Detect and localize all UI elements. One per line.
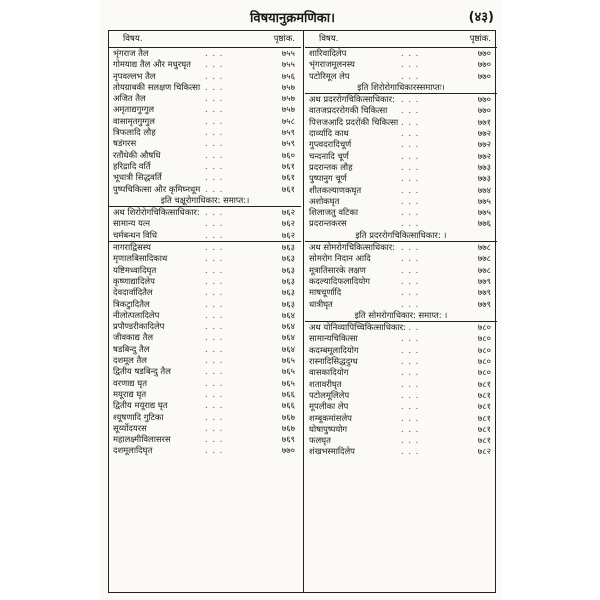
- index-table: [108, 30, 496, 593]
- entry-title: गुप्त्वदरादिचूर्ण: [309, 139, 352, 150]
- left-column-header: [109, 31, 301, 48]
- entry-title: हरिद्रादि वर्ति: [113, 160, 151, 171]
- entry-title: अथ योनिव्यापिच्चिकित्साधिकार:: [309, 322, 406, 333]
- entry-page: ७८०: [477, 333, 491, 344]
- leader-dots: . . .: [401, 161, 420, 172]
- entry-title: देवदार्वादितैल: [113, 287, 153, 298]
- entry-title: नागराद्विसस्य: [113, 242, 151, 253]
- subject-heading: विषय.: [123, 34, 143, 44]
- leader-dots: . . .: [401, 48, 420, 58]
- entry-title: कदम्बमूलादियोग: [309, 344, 359, 355]
- index-entry: [305, 241, 497, 253]
- entry-title: कदल्यादिफलादियोग: [309, 275, 371, 286]
- index-entry: [305, 333, 497, 344]
- entry-page: ७७३: [477, 173, 491, 184]
- index-entry: [305, 390, 497, 401]
- leader-dots: . . .: [205, 264, 224, 275]
- index-entry: [305, 265, 497, 276]
- entry-page: ७५८: [281, 115, 295, 126]
- entry-title: वासकादियोग: [309, 367, 349, 378]
- index-entry: [109, 310, 301, 321]
- right-entries: [305, 48, 497, 458]
- entry-title: शिलाजतु वटिका: [309, 207, 359, 218]
- entry-page: ७६४: [281, 343, 295, 354]
- entry-title: माषचूर्णादि: [309, 287, 342, 298]
- index-entry: [109, 332, 301, 343]
- subject-heading: विषय.: [319, 34, 339, 44]
- entry-page: ७६०: [281, 149, 295, 160]
- entry-page: ७७८: [477, 242, 491, 253]
- left-column: [109, 31, 301, 592]
- entry-title: श्यूषणादि गुटिका: [113, 411, 164, 422]
- index-entry: [109, 48, 301, 59]
- entry-page: ७८१: [477, 378, 491, 389]
- index-entry: [109, 241, 301, 253]
- index-entry: [305, 299, 497, 310]
- leader-dots: . . .: [205, 127, 224, 138]
- section-end-note: [109, 195, 301, 206]
- entry-title: भृंगराजमूलनस्य: [309, 59, 355, 70]
- entry-title: चर्मबन्धन विधि: [113, 229, 158, 240]
- index-entry: [305, 356, 497, 367]
- entry-title: प्रदरान्तकरस: [309, 218, 347, 229]
- leader-dots: . . .: [401, 333, 420, 344]
- index-entry: [109, 116, 301, 127]
- column-divider: [303, 31, 304, 592]
- leader-dots: . . .: [401, 401, 420, 412]
- entry-page: ७८०: [477, 322, 491, 333]
- entry-title: सूर्य्योदयरस: [113, 422, 147, 433]
- index-entry: [305, 401, 497, 412]
- leader-dots: . . .: [401, 446, 420, 457]
- index-entry: [109, 389, 301, 400]
- entry-title: पटोरिमूल लेप: [309, 70, 350, 81]
- entry-title: अथ प्रदररोगचिकित्साधिकार:: [309, 94, 395, 105]
- entry-page: ७६५: [281, 355, 295, 366]
- entry-title: शंखभस्मादिलेप: [309, 446, 355, 457]
- leader-dots: . . .: [205, 172, 224, 183]
- left-entries: [109, 48, 301, 457]
- leader-dots: . . .: [205, 411, 224, 422]
- entry-title: पित्तजआदि प्रदरोंकी चिकित्सा: [309, 116, 399, 127]
- entry-title: शतावरीघृत: [309, 378, 342, 389]
- entry-page: ७७५: [477, 207, 491, 218]
- index-entry: [305, 139, 497, 150]
- entry-page: ७७२: [477, 150, 491, 161]
- right-column: [305, 31, 497, 592]
- leader-dots: . . .: [205, 160, 224, 171]
- entry-title: इति सोमरोगाधिकार: समाप्त: ।: [354, 309, 448, 320]
- entry-page: ७७०: [477, 105, 491, 116]
- index-entry: [109, 82, 301, 93]
- index-entry: [305, 218, 497, 229]
- leader-dots: . . .: [401, 356, 420, 367]
- entry-title: घोषापुष्पयोग: [309, 423, 348, 434]
- leader-dots: . . .: [205, 309, 224, 320]
- index-entry: [109, 59, 301, 70]
- index-entry: [305, 196, 497, 207]
- entry-page: ७६६: [281, 388, 295, 399]
- entry-page: ७५६: [281, 70, 295, 81]
- leader-dots: . . .: [205, 138, 224, 149]
- entry-page: ७६९: [281, 434, 295, 445]
- index-entry: [109, 230, 301, 241]
- entry-title: शारिवादिलेप: [309, 48, 347, 58]
- entry-title: नीलोत्पलादिलेप: [113, 309, 160, 320]
- index-entry: [109, 412, 301, 423]
- entry-title: प्रदरान्तक लौह: [309, 161, 353, 172]
- entry-title: मूपलीका लेप: [309, 401, 349, 412]
- index-entry: [109, 276, 301, 287]
- entry-page: ७७२: [477, 139, 491, 150]
- entry-title: द्वितीय षडबिन्दु तैल: [113, 366, 171, 377]
- leader-dots: . . .: [401, 298, 420, 309]
- entry-page: ७७४: [477, 184, 491, 195]
- entry-title: फलघृत: [309, 435, 331, 446]
- entry-page: ७६४: [281, 321, 295, 332]
- entry-page: ७८१: [477, 389, 491, 400]
- entry-page: ७८०: [477, 356, 491, 367]
- book-page: [100, 0, 502, 600]
- index-entry: [305, 105, 497, 116]
- entry-page: ७७८: [477, 264, 491, 275]
- leader-dots: . . .: [205, 366, 224, 377]
- index-entry: [305, 413, 497, 424]
- leader-dots: . . .: [205, 275, 224, 286]
- leader-dots: . . .: [205, 445, 224, 456]
- index-entry: [109, 218, 301, 229]
- entry-page: ७६५: [281, 366, 295, 377]
- leader-dots: . . .: [205, 343, 224, 354]
- leader-dots: . . .: [205, 93, 224, 104]
- entry-title: इति चक्षूरोगाधिकार: समाप्त:।: [160, 194, 250, 205]
- entry-title: शम्बूकमांसलेप: [309, 412, 352, 423]
- entry-page: ७७०: [281, 445, 295, 456]
- index-entry: [305, 162, 497, 173]
- leader-dots: . . .: [205, 70, 224, 81]
- section-end-note: [305, 82, 497, 93]
- leader-dots: . . .: [205, 149, 224, 160]
- entry-title: द्वितीय मयूराद्य घृत: [113, 400, 168, 411]
- index-entry: [305, 71, 497, 82]
- leader-dots: . . .: [401, 94, 420, 105]
- index-entry: [109, 378, 301, 389]
- entry-title: सामान्य यत्न: [113, 218, 151, 229]
- entry-page: ७८०: [477, 344, 491, 355]
- index-entry: [109, 321, 301, 332]
- leader-dots: . . .: [401, 435, 420, 446]
- right-column-header: [305, 31, 497, 48]
- leader-dots: . . .: [401, 139, 420, 150]
- leader-dots: . . .: [205, 218, 224, 229]
- entry-title: अथ शिरोरोगचिकित्साधिकार:: [113, 207, 200, 218]
- leader-dots: . . .: [401, 275, 420, 286]
- entry-page: ७७९: [477, 298, 491, 309]
- entry-page: ७७१: [477, 116, 491, 127]
- page-title: विषयानुक्रमणिका।: [250, 11, 336, 26]
- leader-dots: . . .: [401, 105, 420, 116]
- leader-dots: . . .: [205, 115, 224, 126]
- entry-page: ७६१: [281, 172, 295, 183]
- entry-page: ७७०: [477, 48, 491, 58]
- index-entry: [305, 287, 497, 298]
- entry-title: वरणाद्य घृत: [113, 377, 147, 388]
- entry-page: ७७३: [477, 161, 491, 172]
- index-entry: [305, 128, 497, 139]
- leader-dots: . . .: [205, 332, 224, 343]
- index-entry: [109, 206, 301, 218]
- leader-dots: . . .: [401, 150, 420, 161]
- entry-page: ७७०: [477, 59, 491, 70]
- entry-title: सामान्यचिकित्सा: [309, 333, 358, 344]
- entry-page: ७८१: [477, 423, 491, 434]
- entry-title: दार्व्यादि काथ: [309, 128, 349, 139]
- entry-page: ७८१: [477, 435, 491, 446]
- leader-dots: . . .: [205, 422, 224, 433]
- page-number: (४३): [468, 10, 494, 25]
- page-heading: पृष्ठांक.: [273, 34, 295, 44]
- entry-title: सोमरोग निदान आदि: [309, 253, 371, 264]
- leader-dots: . . .: [401, 70, 420, 81]
- index-entry: [109, 150, 301, 161]
- entry-title: कृष्णाद्यादिलेप: [113, 275, 155, 286]
- entry-title: यष्टिमध्वादिघृत: [113, 264, 157, 275]
- index-entry: [109, 355, 301, 366]
- entry-title: इति शिरोरोगाधिकारस्समाप्तः।: [357, 81, 445, 92]
- entry-page: ७६७: [281, 422, 295, 433]
- entry-page: ७५५: [281, 48, 295, 58]
- entry-page: ७६३: [281, 264, 295, 275]
- index-entry: [109, 445, 301, 456]
- page-heading: पृष्ठांक.: [469, 34, 491, 44]
- entry-page: ७८०: [477, 367, 491, 378]
- entry-page: ७७०: [477, 70, 491, 81]
- entry-title: चन्दनादि चूर्ण: [309, 150, 349, 161]
- leader-dots: . . .: [205, 242, 224, 253]
- entry-title: वासामृतगुग्गुल: [113, 115, 155, 126]
- entry-page: ७७६: [477, 218, 491, 229]
- leader-dots: . . .: [205, 48, 224, 58]
- index-entry: [305, 367, 497, 378]
- entry-title: नृपवल्लभ तैल: [113, 70, 156, 81]
- entry-title: प्रपौण्डरीकादिलेप: [113, 321, 165, 332]
- index-entry: [109, 265, 301, 276]
- entry-title: गोमयाद्य तैल और मधुरघृत: [113, 59, 191, 70]
- entry-title: पुष्पानुग चूर्ण: [309, 173, 347, 184]
- leader-dots: . . .: [205, 104, 224, 115]
- entry-page: ७५९: [281, 127, 295, 138]
- leader-dots: . . .: [205, 207, 224, 218]
- leader-dots: . . .: [205, 298, 224, 309]
- leader-dots: . . .: [401, 423, 420, 434]
- leader-dots: . . .: [401, 207, 420, 218]
- leader-dots: . . .: [401, 344, 420, 355]
- entry-page: ७६३: [281, 298, 295, 309]
- leader-dots: . . .: [401, 378, 420, 389]
- entry-page: ७६३: [281, 253, 295, 264]
- index-entry: [305, 117, 497, 128]
- entry-page: ७६६: [281, 400, 295, 411]
- entry-page: ७६२: [281, 218, 295, 229]
- index-entry: [305, 173, 497, 184]
- leader-dots: . . .: [401, 184, 420, 195]
- leader-dots: . . .: [401, 264, 420, 275]
- leader-dots: . . .: [401, 287, 420, 298]
- leader-dots: . . .: [401, 367, 420, 378]
- leader-dots: . . .: [401, 242, 420, 253]
- entry-title: अमृताद्यगुग्गुल: [113, 104, 155, 115]
- index-entry: [109, 71, 301, 82]
- entry-page: ७६१: [281, 160, 295, 171]
- index-entry: [305, 379, 497, 390]
- entry-page: ७५५: [281, 59, 295, 70]
- entry-page: ७६२: [281, 229, 295, 240]
- entry-title: अजित तैल: [113, 93, 146, 104]
- entry-title: वातजप्रदररोगकी चिकित्सा: [309, 105, 388, 116]
- index-entry: [305, 207, 497, 218]
- entry-page: ७५९: [281, 138, 295, 149]
- entry-title: पटोलमूलिलेप: [309, 389, 350, 400]
- leader-dots: . . .: [401, 128, 420, 139]
- entry-title: जीवकाद्य तैल: [113, 332, 154, 343]
- leader-dots: . . .: [205, 183, 224, 194]
- index-entry: [109, 127, 301, 138]
- leader-dots: . . .: [205, 287, 224, 298]
- entry-title: अथ सोमरोगचिकित्साधिकार:: [309, 242, 396, 253]
- entry-page: ७६२: [281, 207, 295, 218]
- leader-dots: . . .: [401, 322, 420, 333]
- entry-title: भूधात्री सिद्धवर्ति: [113, 172, 162, 183]
- index-entry: [109, 423, 301, 434]
- leader-dots: . . .: [401, 412, 420, 423]
- leader-dots: . . .: [401, 389, 420, 400]
- index-entry: [305, 424, 497, 435]
- index-entry: [109, 366, 301, 377]
- index-entry: [109, 400, 301, 411]
- index-entry: [109, 184, 301, 195]
- leader-dots: . . .: [205, 400, 224, 411]
- leader-dots: . . .: [205, 377, 224, 388]
- entry-title: पुष्पचिकित्सा और कृमिघ्नधूम: [113, 183, 201, 194]
- entry-page: ७५७: [281, 93, 295, 104]
- leader-dots: . . .: [205, 355, 224, 366]
- entry-page: ७७०: [477, 94, 491, 105]
- entry-title: रास्नादिसिद्धदुग्ध: [309, 356, 358, 367]
- entry-page: ७८१: [477, 412, 491, 423]
- entry-title: त्रिकटुादितैल: [113, 298, 150, 309]
- entry-page: ७७८: [477, 253, 491, 264]
- entry-title: मूत्रातिसारके लक्षण: [309, 264, 366, 275]
- entry-title: इति प्रदररोगचिकित्साधिकार: ।: [355, 229, 447, 240]
- entry-page: ७६५: [281, 377, 295, 388]
- index-entry: [305, 59, 497, 70]
- entry-title: मयूराद्य घृत: [113, 388, 147, 399]
- index-entry: [305, 48, 497, 59]
- index-entry: [109, 287, 301, 298]
- index-entry: [109, 93, 301, 104]
- index-entry: [109, 434, 301, 445]
- leader-dots: . . .: [205, 81, 224, 92]
- entry-page: ७६३: [281, 275, 295, 286]
- entry-page: ७८१: [477, 401, 491, 412]
- index-entry: [109, 104, 301, 115]
- entry-page: ७६३: [281, 287, 295, 298]
- leader-dots: . . .: [401, 173, 420, 184]
- leader-dots: . . .: [401, 218, 420, 229]
- entry-title: षडबिन्दु तैल: [113, 343, 150, 354]
- entry-page: ७६४: [281, 332, 295, 343]
- index-entry: [305, 276, 497, 287]
- entry-title: मृणालबिसादिकाथ: [113, 253, 168, 264]
- entry-title: दशमूलादिघृत: [113, 445, 153, 456]
- leader-dots: . . .: [401, 59, 420, 70]
- leader-dots: . . .: [205, 321, 224, 332]
- leader-dots: . . .: [205, 253, 224, 264]
- leader-dots: . . .: [205, 59, 224, 70]
- entry-page: ७६१: [281, 183, 295, 194]
- entry-page: ७५७: [281, 104, 295, 115]
- entry-title: शीतकल्याणकघृत: [309, 184, 362, 195]
- entry-title: तोयग्राबकी सलक्षण चिकित्सा: [113, 81, 201, 92]
- index-entry: [305, 93, 497, 105]
- index-entry: [109, 172, 301, 183]
- entry-title: षडंगरस: [113, 138, 137, 149]
- index-entry: [305, 446, 497, 457]
- entry-title: अशोकघृत: [309, 195, 340, 206]
- entry-page: ७७९: [477, 287, 491, 298]
- entry-title: महालक्ष्मीविलासरस: [113, 434, 171, 445]
- entry-title: रतौंधेकी औषधि: [113, 149, 161, 160]
- entry-page: ७६४: [281, 309, 295, 320]
- index-entry: [109, 299, 301, 310]
- leader-dots: . . .: [401, 195, 420, 206]
- entry-title: भृंगराज तैल: [113, 48, 149, 58]
- entry-page: ७७९: [477, 275, 491, 286]
- entry-title: दशमूल तैल: [113, 355, 147, 366]
- leader-dots: . . .: [205, 388, 224, 399]
- leader-dots: . . .: [401, 253, 420, 264]
- index-entry: [305, 253, 497, 264]
- entry-page: ७६७: [281, 411, 295, 422]
- index-entry: [305, 345, 497, 356]
- index-entry: [109, 253, 301, 264]
- index-entry: [305, 435, 497, 446]
- section-end-note: [305, 230, 497, 241]
- leader-dots: . . .: [205, 229, 224, 240]
- section-end-note: [305, 310, 497, 321]
- index-entry: [305, 151, 497, 162]
- index-entry: [109, 344, 301, 355]
- leader-dots: . . .: [401, 116, 420, 127]
- entry-page: ७७५: [477, 195, 491, 206]
- index-entry: [109, 138, 301, 149]
- entry-page: ७७२: [477, 128, 491, 139]
- index-entry: [109, 161, 301, 172]
- entry-title: त्रिफलादि लौह: [113, 127, 156, 138]
- index-entry: [305, 321, 497, 333]
- entry-title: धात्रीघृत: [309, 298, 333, 309]
- page-header: [100, 6, 502, 28]
- entry-page: ७६३: [281, 242, 295, 253]
- index-entry: [305, 185, 497, 196]
- entry-page: ७५७: [281, 81, 295, 92]
- entry-page: ७८२: [477, 446, 491, 457]
- leader-dots: . . .: [205, 434, 224, 445]
